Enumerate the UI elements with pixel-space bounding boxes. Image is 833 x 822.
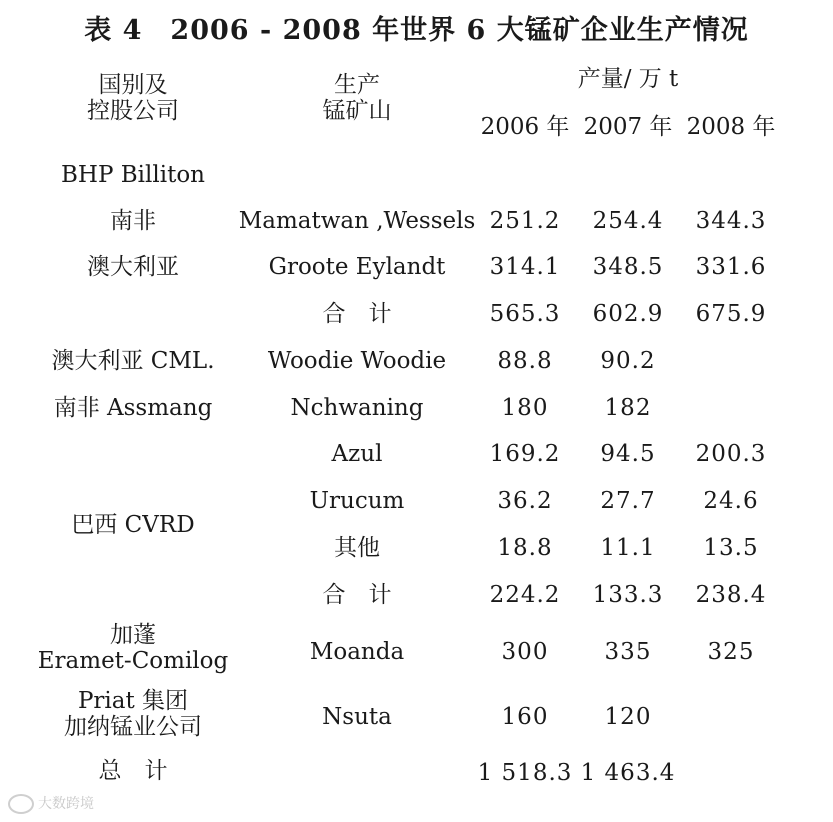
value-2007-cell: 348.5 xyxy=(592,254,664,280)
mine-cell: Urucum xyxy=(309,488,405,514)
value-2008-cell: 331.6 xyxy=(695,254,767,280)
value-2008-cell: 344.3 xyxy=(695,208,767,234)
value-2007-cell: 182 xyxy=(604,395,652,421)
group-bhp-billiton: BHP Billiton xyxy=(61,162,205,188)
value-2006-cell: 160 xyxy=(501,704,549,730)
watermark-text: 大数跨境 xyxy=(38,796,94,812)
header-year-2008: 2008 年 xyxy=(686,114,776,140)
group-south-africa: 南非 xyxy=(110,208,156,234)
value-2007-cell: 11.1 xyxy=(600,535,656,561)
mine-cell: Mamatwan ,Wessels xyxy=(238,208,476,234)
value-2007-cell: 120 xyxy=(604,704,652,730)
group-brazil-cvrd: 巴西 CVRD xyxy=(71,512,195,538)
group-australia: 澳大利亚 xyxy=(87,254,179,280)
value-2007-cell: 90.2 xyxy=(600,348,656,374)
watermark xyxy=(8,793,94,814)
group-priat-ghana: Priat 集团 加纳锰业公司 xyxy=(64,688,202,741)
grand-total-2006: 1 518.3 xyxy=(477,760,573,786)
value-2007-cell: 27.7 xyxy=(600,488,656,514)
group-australia-cml: 澳大利亚 CML. xyxy=(51,348,215,374)
grand-total-2007: 1 463.4 xyxy=(580,760,676,786)
mine-cell: Groote Eylandt xyxy=(268,254,446,280)
value-2008-cell: 200.3 xyxy=(695,441,767,467)
value-2007-cell: 335 xyxy=(604,639,652,665)
table-title: 表 4 2006 - 2008 年世界 6 大锰矿企业生产情况 xyxy=(84,15,749,46)
mine-cell: Azul xyxy=(331,441,383,467)
mine-cell: Nchwaning xyxy=(290,395,424,421)
value-2006-cell: 180 xyxy=(501,395,549,421)
header-output-unit: 产量/ 万 t xyxy=(577,66,679,92)
value-2008-cell: 13.5 xyxy=(703,535,759,561)
value-2008-cell: 325 xyxy=(707,639,755,665)
value-2006-cell: 565.3 xyxy=(489,301,561,327)
grand-total-label: 总 计 xyxy=(98,758,168,784)
value-2008-cell: 24.6 xyxy=(703,488,759,514)
subtotal-label: 合 计 xyxy=(322,582,392,608)
value-2007-cell: 602.9 xyxy=(592,301,664,327)
mine-cell: Moanda xyxy=(309,639,405,665)
value-2006-cell: 36.2 xyxy=(497,488,553,514)
header-year-2006: 2006 年 xyxy=(480,114,570,140)
value-2007-cell: 94.5 xyxy=(600,441,656,467)
header-mine: 生产 锰矿山 xyxy=(322,72,392,125)
value-2008-cell: 238.4 xyxy=(695,582,767,608)
subtotal-label: 合 计 xyxy=(322,301,392,327)
value-2006-cell: 251.2 xyxy=(489,208,561,234)
group-gabon-eramet: 加蓬 Eramet-Comilog xyxy=(37,622,229,675)
group-south-africa-assmang: 南非 Assmang xyxy=(53,395,213,421)
watermark-logo-icon xyxy=(8,794,34,814)
value-2006-cell: 224.2 xyxy=(489,582,561,608)
mine-cell: Woodie Woodie xyxy=(267,348,447,374)
header-country-company: 国别及 控股公司 xyxy=(87,72,179,125)
value-2007-cell: 254.4 xyxy=(592,208,664,234)
value-2007-cell: 133.3 xyxy=(592,582,664,608)
value-2006-cell: 18.8 xyxy=(497,535,553,561)
header-year-2007: 2007 年 xyxy=(583,114,673,140)
mine-cell: Nsuta xyxy=(322,704,392,730)
value-2006-cell: 300 xyxy=(501,639,549,665)
value-2006-cell: 314.1 xyxy=(489,254,561,280)
mine-cell: 其他 xyxy=(334,535,380,561)
value-2008-cell: 675.9 xyxy=(695,301,767,327)
value-2006-cell: 169.2 xyxy=(489,441,561,467)
value-2006-cell: 88.8 xyxy=(497,348,553,374)
